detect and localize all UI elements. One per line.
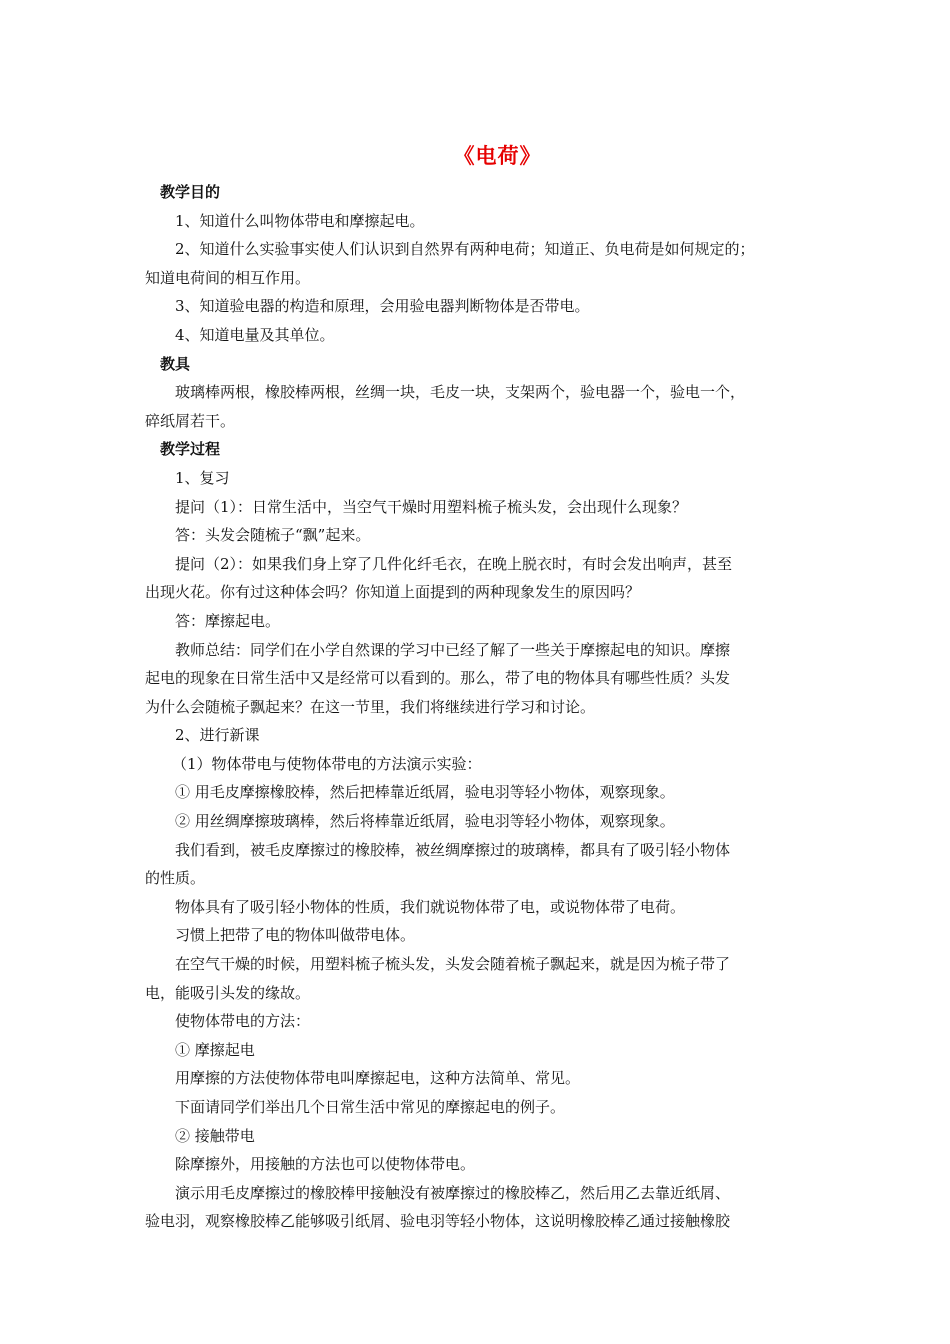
text-line: 出现火花。你有过这种体会吗？你知道上面提到的两种现象发生的原因吗？	[145, 583, 641, 602]
text-line: 提问（1）：日常生活中，当空气干燥时用塑料梳子梳头发，会出现什么现象？	[175, 497, 688, 516]
text-line: 用摩擦的方法使物体带电叫摩擦起电，这种方法简单、常见。	[175, 1069, 581, 1088]
document-title: 《电荷》	[453, 144, 542, 168]
text-line: 下面请同学们举出几个日常生活中常见的摩擦起电的例子。	[175, 1098, 566, 1116]
text-line: 1、知道什么叫物体带电和摩擦起电。	[175, 211, 425, 230]
text-line: 除摩擦外，用接触的方法也可以使物体带电。	[175, 1155, 476, 1174]
text-line: 教师总结：同学们在小学自然课的学习中已经了解了一些关于摩擦起电的知识。摩擦	[175, 640, 731, 659]
text-line: 我们看到，被毛皮摩擦过的橡胶棒，被丝绸摩擦过的玻璃棒，都具有了吸引轻小物体	[175, 840, 731, 859]
text-line: （1）物体带电与使物体带电的方法演示实验：	[172, 754, 482, 773]
text-line: 玻璃棒两根，橡胶棒两根，丝绸一块，毛皮一块，支架两个，验电器一个，验电一个，	[175, 383, 746, 402]
text-line: 起电的现象在日常生活中又是经常可以看到的。那么，带了电的物体具有哪些性质？头发	[145, 669, 731, 688]
text-line: 3、知道验电器的构造和原理，会用验电器判断物体是否带电。	[175, 297, 590, 316]
text-line: 为什么会随梳子飘起来？在这一节里，我们将继续进行学习和讨论。	[145, 697, 596, 716]
text-line: 验电羽，观察橡胶棒乙能够吸引纸屑、验电羽等轻小物体，这说明橡胶棒乙通过接触橡胶	[145, 1212, 731, 1231]
text-line: 物体具有了吸引轻小物体的性质，我们就说物体带了电，或说物体带了电荷。	[175, 897, 686, 916]
text-line: 在空气干燥的时候，用塑料梳子梳头发，头发会随着梳子飘起来，就是因为梳子带了	[175, 955, 731, 974]
text-line: 答：摩擦起电。	[175, 611, 281, 630]
text-line: 演示用毛皮摩擦过的橡胶棒甲接触没有被摩擦过的橡胶棒乙，然后用乙去靠近纸屑、	[175, 1183, 731, 1202]
text-line: 2、知道什么实验事实使人们认识到自然界有两种电荷；知道正、负电荷是如何规定的；	[175, 240, 755, 259]
section-heading: 教学过程	[160, 440, 221, 459]
text-line: ② 接触带电	[175, 1126, 255, 1145]
text-line: 的性质。	[145, 869, 206, 888]
text-line: 习惯上把带了电的物体叫做带电体。	[175, 926, 416, 945]
text-line: 4、知道电量及其单位。	[175, 325, 335, 344]
text-line: 知道电荷间的相互作用。	[145, 268, 311, 287]
text-line: ① 用毛皮摩擦橡胶棒，然后把棒靠近纸屑，验电羽等轻小物体，观察现象。	[175, 783, 675, 802]
text-line: ① 摩擦起电	[175, 1040, 255, 1059]
section-heading: 教学目的	[160, 183, 221, 201]
text-line: ② 用丝绸摩擦玻璃棒，然后将棒靠近纸屑，验电羽等轻小物体，观察现象。	[175, 812, 675, 831]
text-line: 使物体带电的方法：	[175, 1012, 311, 1031]
document-body	[145, 178, 815, 1236]
text-line: 2、进行新课	[175, 726, 260, 745]
text-line: 电，能吸引头发的缘故。	[145, 983, 311, 1002]
text-line: 提问（2）：如果我们身上穿了几件化纤毛衣，在晚上脱衣时，有时会发出响声，甚至	[175, 554, 733, 573]
text-line: 答：头发会随梳子“飘”起来。	[175, 526, 371, 545]
section-heading: 教具	[160, 354, 191, 373]
text-line: 碎纸屑若干。	[145, 411, 236, 430]
text-line: 1、复习	[175, 468, 230, 487]
